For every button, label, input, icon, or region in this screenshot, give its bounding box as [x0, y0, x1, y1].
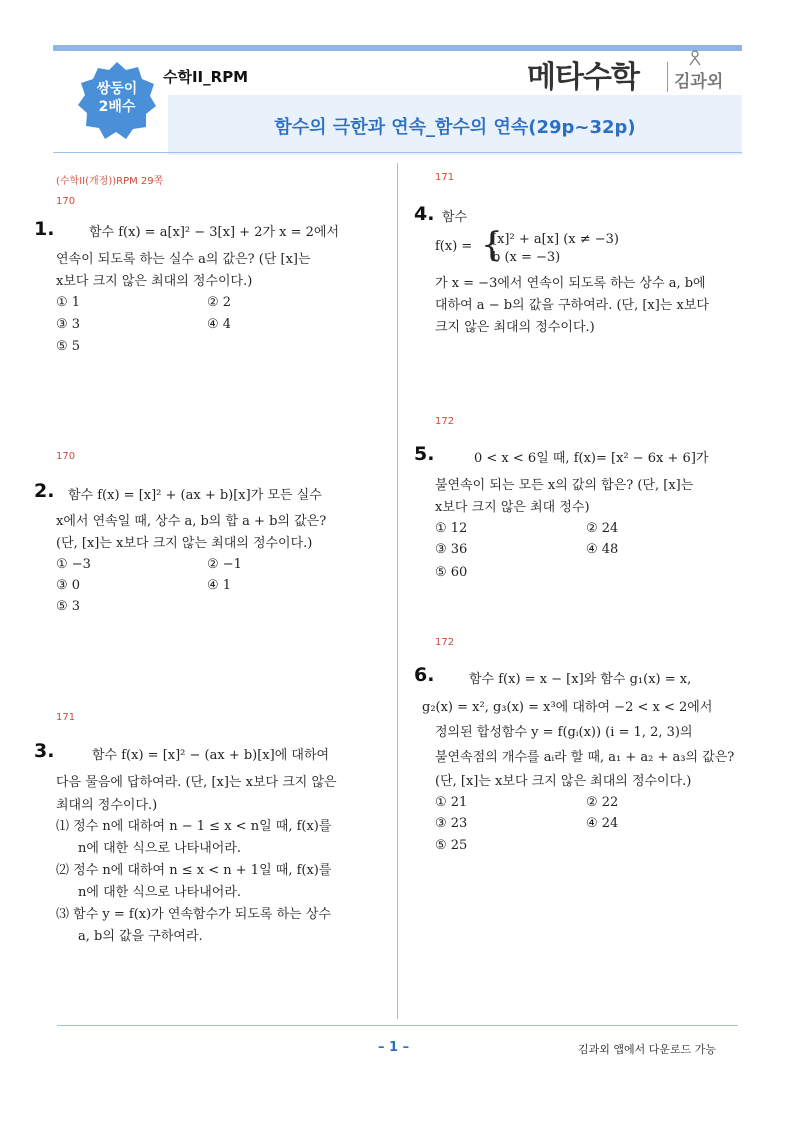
q3-sub1-line2: n에 대한 식으로 나타내어라.	[78, 841, 242, 856]
q3-line3: 최대의 정수이다.)	[56, 798, 158, 813]
q5-choice-3[interactable]: ③ 36	[435, 542, 468, 557]
q1-choice-2[interactable]: ② 2	[207, 295, 232, 310]
q6-choice-4[interactable]: ④ 24	[586, 816, 619, 831]
q2-choice-3[interactable]: ③ 0	[56, 578, 81, 593]
q2-line1: 함수 f(x) = [x]² + (ax + b)[x]가 모든 실수	[68, 488, 322, 503]
q5-line2: 불연속이 되는 모든 x의 값의 합은? (단, [x]는	[435, 478, 694, 493]
q5-line3: x보다 크지 않은 최대 정수)	[435, 500, 590, 515]
twin-badge-label	[76, 80, 158, 116]
q4-line5: 크지 않은 최대의 정수이다.)	[435, 320, 595, 335]
q2-code: 170	[56, 451, 76, 462]
download-note: 김과외 앱에서 다운로드 가능	[578, 1043, 717, 1056]
q1-code: 170	[56, 196, 76, 207]
badge-line2: 2배수	[98, 99, 136, 115]
header-top-bar	[53, 45, 742, 51]
q6-line1: 함수 f(x) = x − [x]와 함수 g₁(x) = x,	[469, 672, 692, 687]
brand-sub-logo: 김과외	[674, 72, 724, 92]
badge-line1: 쌍둥이	[96, 81, 138, 97]
q4-case2: b (x = −3)	[492, 250, 561, 265]
q6-line2: g₂(x) = x², g₃(x) = x³에 대하여 −2 < x < 2에서	[422, 700, 713, 715]
q2-number: 2.	[34, 480, 55, 502]
subject-label: 수학II_RPM	[163, 68, 249, 86]
q1-choice-4[interactable]: ④ 4	[207, 317, 232, 332]
q5-choice-1[interactable]: ① 12	[435, 521, 468, 536]
q6-line5: (단, [x]는 x보다 크지 않은 최대의 정수이다.)	[435, 774, 692, 789]
q5-choice-4[interactable]: ④ 48	[586, 542, 619, 557]
q4-line4: 대하여 a − b의 값을 구하여라. (단, [x]는 x보다	[435, 298, 709, 313]
column-divider	[397, 163, 398, 1019]
q2-choice-4[interactable]: ④ 1	[207, 578, 232, 593]
q4-case1: [x]² + a[x] (x ≠ −3)	[492, 232, 619, 247]
q6-line4: 불연속점의 개수를 aᵢ라 할 때, a₁ + a₂ + a₃의 값은?	[435, 750, 735, 765]
q3-code: 171	[56, 712, 76, 723]
q5-code: 172	[435, 416, 455, 427]
q6-code: 172	[435, 637, 455, 648]
q2-line2: x에서 연속일 때, 상수 a, b의 합 a + b의 값은?	[56, 514, 327, 529]
q4-line3: 가 x = −3에서 연속이 되도록 하는 상수 a, b에	[435, 276, 706, 291]
q1-choice-1[interactable]: ① 1	[56, 295, 81, 310]
q6-choice-3[interactable]: ③ 23	[435, 816, 468, 831]
q6-choice-2[interactable]: ② 22	[586, 795, 619, 810]
q6-number: 6.	[414, 664, 435, 686]
q6-line3: 정의된 합성함수 y = f(gᵢ(x)) (i = 1, 2, 3)의	[435, 725, 693, 740]
footer-divider	[57, 1025, 738, 1026]
q1-number: 1.	[34, 218, 55, 240]
q1-choice-5[interactable]: ⑤ 5	[56, 339, 81, 354]
q3-line1: 함수 f(x) = [x]² − (ax + b)[x]에 대하여	[92, 748, 330, 763]
q2-line3: (단, [x]는 x보다 크지 않는 최대의 정수이다.)	[56, 536, 313, 551]
logo-separator	[667, 62, 668, 92]
q6-choice-1[interactable]: ① 21	[435, 795, 468, 810]
q4-brace: {	[481, 225, 503, 265]
q1-line3: x보다 크지 않은 최대의 정수이다.)	[56, 274, 253, 289]
q3-sub2-line2: n에 대한 식으로 나타내어라.	[78, 885, 242, 900]
q5-choice-2[interactable]: ② 24	[586, 521, 619, 536]
q3-sub3-line2: a, b의 값을 구하여라.	[78, 929, 203, 944]
q4-line1: 함수	[442, 210, 468, 225]
page-title: 함수의 극한과 연속_함수의 연속(29p~32p)	[274, 117, 636, 138]
q3-line2: 다음 물음에 답하여라. (단, [x]는 x보다 크지 않은	[56, 775, 337, 790]
source-note: (수학II(개정))RPM 29쪽	[56, 176, 164, 187]
page-number: – 1 –	[378, 1040, 410, 1055]
q5-choice-5[interactable]: ⑤ 60	[435, 565, 468, 580]
q3-sub1-line1: ⑴ 정수 n에 대하여 n − 1 ≤ x < n일 때, f(x)를	[56, 819, 332, 834]
q4-number: 4.	[414, 203, 435, 225]
q2-choice-1[interactable]: ① −3	[56, 557, 91, 572]
q4-code: 171	[435, 172, 455, 183]
q3-number: 3.	[34, 740, 55, 762]
brand-logo: 메타수학	[527, 60, 639, 95]
q2-choice-2[interactable]: ② −1	[207, 557, 242, 572]
q2-choice-5[interactable]: ⑤ 3	[56, 599, 81, 614]
q1-line2: 연속이 되도록 하는 실수 a의 값은? (단 [x]는	[56, 252, 311, 267]
q4-fx: f(x) =	[435, 239, 473, 254]
person-icon	[688, 50, 702, 66]
q5-line1: 0 < x < 6일 때, f(x)= [x² − 6x + 6]가	[474, 451, 709, 466]
q1-choice-3[interactable]: ③ 3	[56, 317, 81, 332]
q3-sub2-line1: ⑵ 정수 n에 대하여 n ≤ x < n + 1일 때, f(x)를	[56, 863, 332, 878]
q5-number: 5.	[414, 443, 435, 465]
header-divider	[53, 152, 742, 153]
q6-choice-5[interactable]: ⑤ 25	[435, 838, 468, 853]
q3-sub3-line1: ⑶ 함수 y = f(x)가 연속함수가 되도록 하는 상수	[56, 907, 331, 922]
q1-line1: 함수 f(x) = a[x]² − 3[x] + 2가 x = 2에서	[89, 225, 340, 240]
